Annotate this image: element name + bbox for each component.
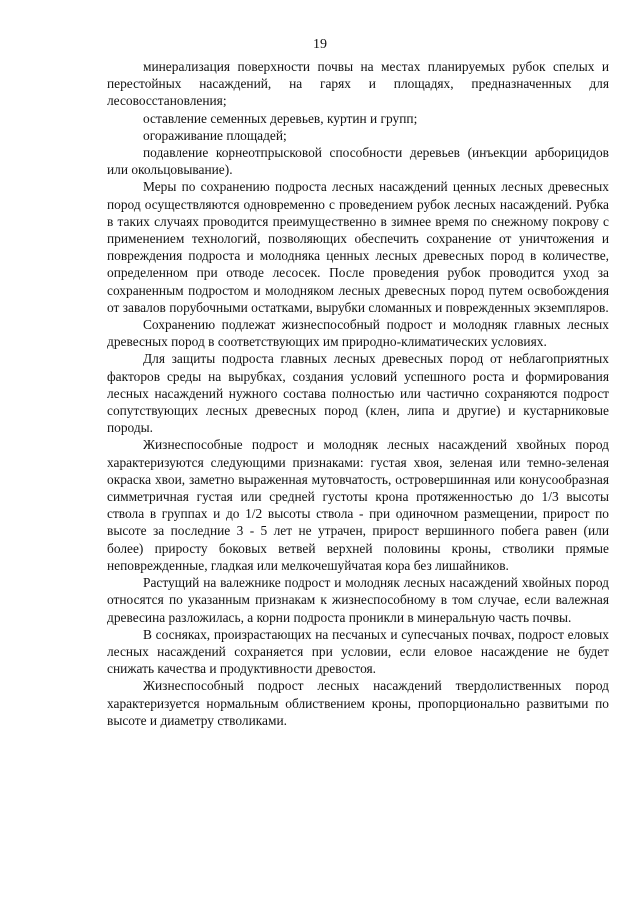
paragraph-deadwood-growth: Растущий на валежнике подрост и молодняк лесных насаждений хвойных пород относятся по указанным признакам к жизнеспособному в том случае, если валежная древесина разложилась, а корни подроста проникли в минеральную часть почвы.	[107, 575, 609, 625]
page-number: 19	[313, 37, 327, 52]
paragraph-mineralization: минерализация поверхности почвы на местах планируемых рубок спелых и перестойных насаждений, на гарях и площадях, предназначенных для лесовосстановления;	[107, 59, 609, 109]
paragraph-preservation-subject: Сохранению подлежат жизнеспособный подрост и молодняк главных лесных древесных пород в соответствующих им природно-климатических условиях.	[107, 317, 609, 350]
paragraph-hardwood: Жизнеспособный подрост лесных насаждений твердолиственных пород характеризуется нормальным облиствением кроны, пропорционально развитыми по высоте и диаметру стволиками.	[107, 678, 609, 728]
paragraph-root-suppression: подавление корнеотпрысковой способности деревьев (инъекции арборицидов или окольцовывание).	[107, 145, 609, 178]
paragraph-fencing: огораживание площадей;	[143, 127, 287, 143]
paragraph-seed-trees: оставление семенных деревьев, куртин и групп;	[143, 110, 418, 126]
document-body	[107, 58, 609, 729]
paragraph-pine-stands: В сосняках, произрастающих на песчаных и супесчаных почвах, подрост еловых лесных насаждений сохраняется при условии, если еловое насаждение не будет снижать качества и продуктивности древостоя.	[107, 626, 609, 677]
paragraph-viable-conifers: Жизнеспособные подрост и молодняк лесных насаждений хвойных пород характеризуются следующими признаками: густая хвоя, зеленая или темно-зеленая окраска хвои, заметно выраженная мутовчатость, островершинная или конусообразная симметричная густая или средней густоты крона протяженностью до 1/3 высоты ствола в группах и до 1/2 высоты ствола - при одиночном размещении, прирост по высоте за последние 3 - 5 лет не утрачен, прирост вершинного побега равен (или более) приросту боковых ветвей верхней половины кроны, стволики прямые неповрежденные, гладкая или мелкочешуйчатая кора без лишайников.	[107, 437, 609, 573]
paragraph-undergrowth-measures: Меры по сохранению подроста лесных насаждений ценных лесных древесных пород осуществляются одновременно с проведением рубок лесных насаждений. Рубка в таких случаях проводится преимущественно в зимнее время по снежному покрову с применением технологий, позволяющих обеспечить сохранение от уничтожения и повреждения подроста и молодняка ценных лесных древесных пород в количестве, определенном при отводе лесосек. После проведения рубок проводится уход за сохраненным подростом и молодняком лесных древесных пород путем освобождения от завалов порубочными остатками, вырубки сломанных и поврежденных экземпляров.	[107, 179, 609, 315]
paragraph-protection: Для защиты подроста главных лесных древесных пород от неблагоприятных факторов среды на вырубках, создания условий успешного роста и формирования лесных насаждений нужного состава полностью или частично сохраняются подрост сопутствующих лесных древесных пород (клен, липа и другие) и кустарниковые породы.	[107, 351, 609, 436]
